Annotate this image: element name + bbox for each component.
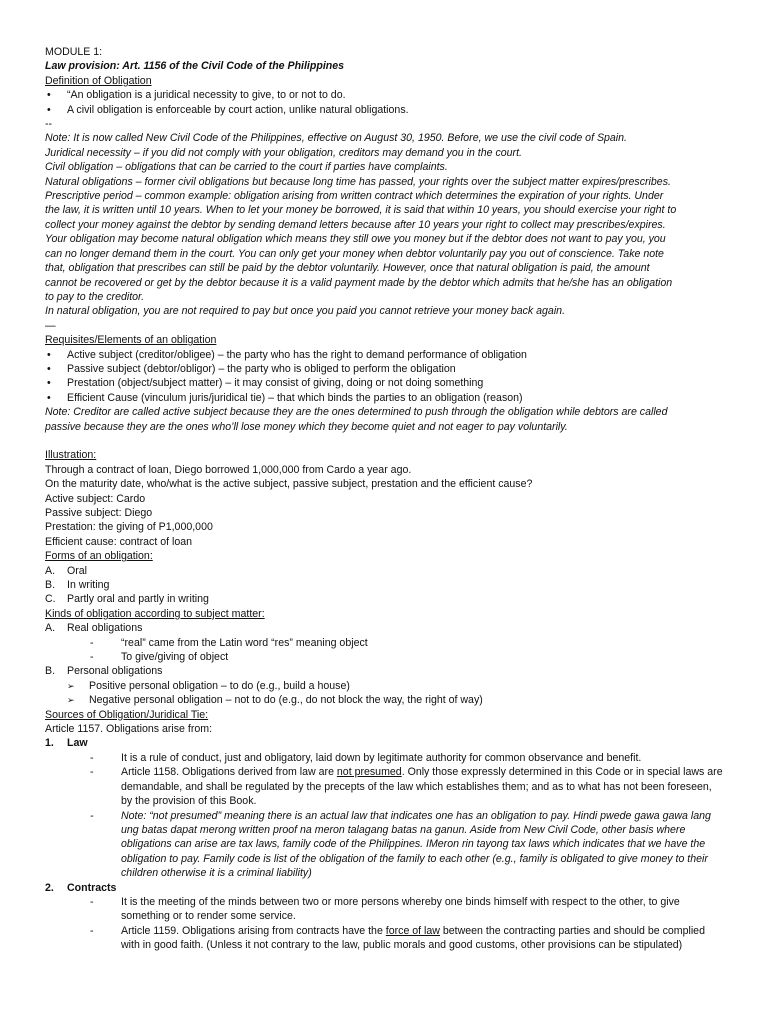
bullet-icon: • [47,89,51,102]
kind-item: B. Personal obligations [45,665,163,678]
note-line: Note: It is now called New Civil Code of the Philippines, effective on August 30, 1950. Before, we use the civil code of Spain. [45,132,627,145]
contracts-subitem: - It is the meeting of the minds between two or more persons whereby one binds himself with respect to the other, to give something or to render some service. [90,895,680,923]
dash-icon: - [90,766,94,779]
illustration-heading: Illustration: [45,449,97,462]
law-subitem: - It is a rule of conduct, just and obligatory, laid down by legitimate authority for common observance and benefit. [90,751,642,764]
requisite-bullet: • Passive subject (debtor/obligor) – the party who is obliged to perform the obligation [47,362,456,375]
blank-line [45,434,725,448]
separator: — [45,319,56,332]
illustration-line: Passive subject: Diego [45,506,153,519]
dash-icon: - [90,809,94,822]
note-line: Prescriptive period – common example: obligation arising from written contract which determines the expiration of your rights. Under [45,190,664,203]
forms-heading: Forms of an obligation: [45,550,153,563]
illustration-line: On the maturity date, who/what is the active subject, passive subject, prestation and the efficient cause? [45,478,533,491]
note-line: Natural obligations – former civil obligations but because long time has passed, your rights over the subject matter expires/prescribes. [45,175,671,188]
note-line: In natural obligation, you are not required to pay but once you paid you cannot retrieve your money back again. [45,305,566,318]
illustration-line: Through a contract of loan, Diego borrowed 1,000,000 from Cardo a year ago. [45,463,412,476]
contracts-subitem: - Article 1159. Obligations arising from contracts have the force of law between the contracting parties and should be complied with in good faith. (Unless it not contrary to the law, public morals and good customs, other provisions can be stipulated) [90,924,705,952]
kind-item: A. Real obligations [45,622,143,635]
illustration-line: Prestation: the giving of P1,000,000 [45,521,213,534]
law-subitem: - Article 1158. Obligations derived from law are not presumed. Only those expressly determined in this Code or in special laws are demandable, and shall be regulated by the precepts of the law which establishes them; and as to what has not been foreseen, by the provision of this Book. [90,766,723,808]
dash-icon: - [90,636,94,649]
dash-icon: - [90,895,94,908]
separator: -- [45,118,53,131]
kind-subitem: ➢ Negative personal obligation – not to do (e.g., do not block the way, the right of way) [67,694,483,707]
note-line: Your obligation may become natural obligation which means they still owe you money but if the debtor does not want to pay you, you [45,233,666,246]
note-line: that, obligation that prescribes can still be paid by the debtor voluntarily. However, once that natural obligation is paid, the amount [45,262,650,275]
law-provision-heading: Law provision: Art. 1156 of the Civil Code of the Philippines [45,60,345,73]
note-line: Note: Creditor are called active subject because they are the ones determined to push through the obligation while debtors are called [45,406,668,419]
arrow-bullet-icon: ➢ [67,695,75,706]
requisite-bullet: • Prestation (object/subject matter) – it may consist of giving, doing or not doing something [47,377,484,390]
definition-bullet: • “An obligation is a juridical necessity to give, to or not to do. [47,89,346,102]
document-page [45,45,725,953]
requisite-bullet: • Efficient Cause (vinculum juris/juridical tie) – that which binds the parties to an obligation (reason) [47,391,523,404]
bullet-icon: • [47,103,51,116]
form-item: A. Oral [45,564,88,577]
definition-bullet: • A civil obligation is enforceable by court action, unlike natural obligations. [47,103,409,116]
definition-heading: Definition of Obligation [45,74,152,87]
dash-icon: - [90,924,94,937]
module-title: MODULE 1: [45,46,103,58]
bullet-icon: • [47,348,51,361]
dash-icon: - [90,651,94,664]
illustration-line: Active subject: Cardo [45,492,146,505]
kind-subitem: - “real” came from the Latin word “res” meaning object [90,636,368,649]
article-line: Article 1157. Obligations arise from: [45,723,213,736]
note-line: passive because they are the ones who’ll lose money which they become quiet and not eager to pay voluntarily. [45,420,568,433]
requisite-bullet: • Active subject (creditor/obligee) – the party who has the right to demand performance of obligation [47,348,527,361]
requisites-heading: Requisites/Elements of an obligation [45,334,217,347]
kind-subitem: ➢ Positive personal obligation – to do (e.g., build a house) [67,679,350,692]
bullet-icon: • [47,377,51,390]
kind-subitem: - To give/giving of object [90,651,229,664]
note-line: Civil obligation – obligations that can be carried to the court if parties have complaints. [45,161,448,174]
illustration-line: Efficient cause: contract of loan [45,535,193,548]
note-line: cannot be recovered or get by the debtor because it is a valid payment made by the debtor which admits that he/she has an obligation [45,276,673,289]
arrow-bullet-icon: ➢ [67,680,75,691]
bullet-icon: • [47,362,51,375]
note-line: the law, it is written until 10 years. When to let your money be borrowed, it is said that within 10 years, you should exercise your right to [45,204,677,217]
note-line: collect your money against the debtor by sending demand letters because after 10 years your right to collect may prescribes/expires. [45,218,666,231]
kinds-heading: Kinds of obligation according to subject matter: [45,607,265,620]
form-item: C. Partly oral and partly in writing [45,593,209,606]
sources-heading: Sources of Obligation/Juridical Tie: [45,708,209,721]
law-subitem: - Note: “not presumed” meaning there is an actual law that indicates one has an obligation to pay. Hindi pwede gawa gawa lang ung batas dapat merong written proof na meron talagang batas na ganun. Aside from New Civil Code, other basis where obligations can arise are tax laws, family code of the Philippines. IMeron rin tayong tax laws which indicates that we have the obligation to pay. Family code is list of the obligation of the family to each other (e.g., family is obligated to give money to their children otherwise it is a criminal liability) [90,809,711,880]
bullet-icon: • [47,391,51,404]
dash-icon: - [90,751,94,764]
contracts-heading: 2. Contracts [45,881,117,894]
law-heading: 1. Law [45,737,88,750]
note-line: to pay to the creditor. [45,290,145,303]
note-line: can no longer demand them in the court. You can only get your money when debtor voluntarily pay you out of conscience. Take note [45,247,664,260]
note-line: Juridical necessity – if you did not comply with your obligation, creditors may demand you in the court. [45,146,522,159]
form-item: B. In writing [45,579,110,592]
